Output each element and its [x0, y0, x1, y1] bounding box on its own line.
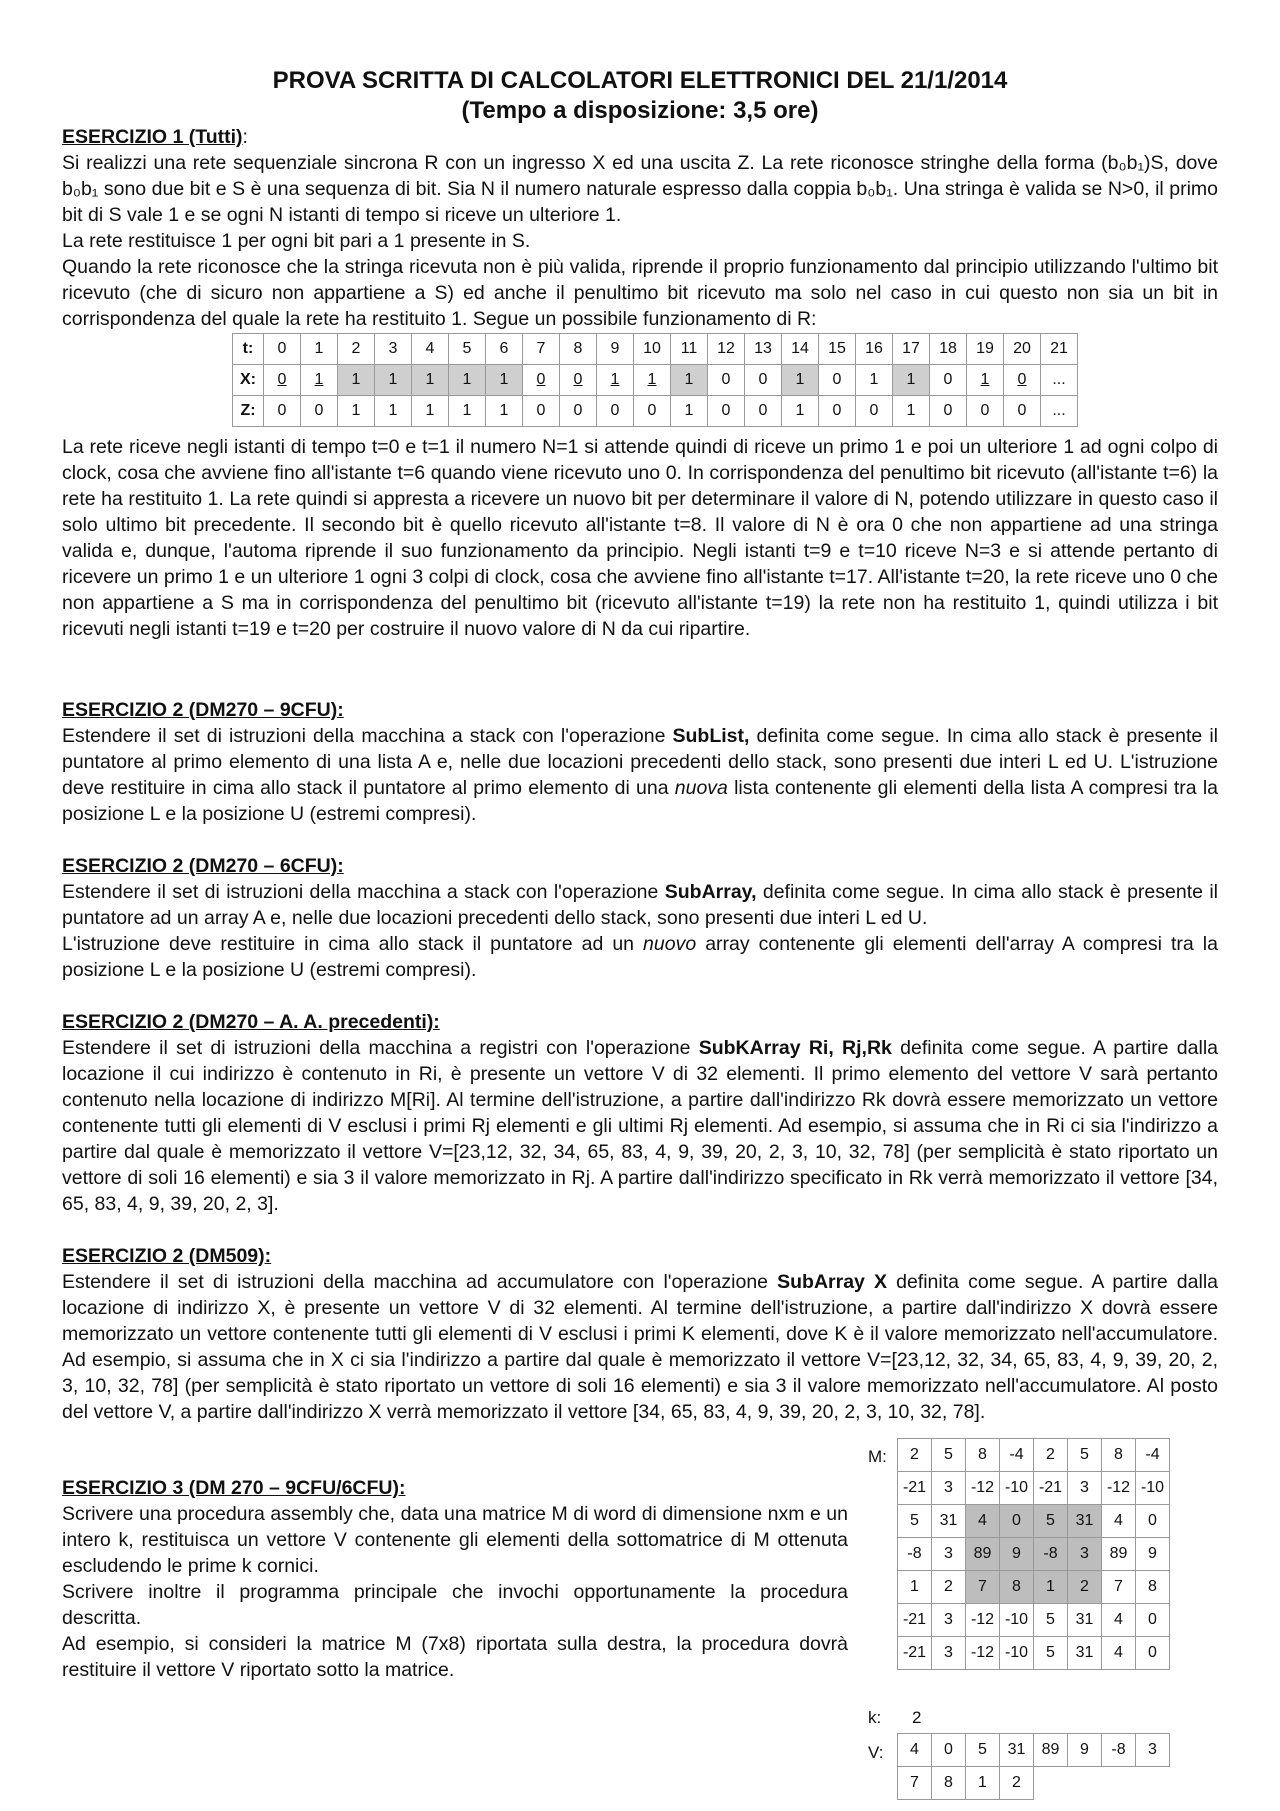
matrix-cell: -12	[966, 1472, 1000, 1505]
exercise-1-text: ESERCIZIO 1 (Tutti): Si realizzi una rete sequenziale sincrona R con un ingresso X ed una uscita Z. La rete riconosce stringhe della forma (b₀b₁)S, dove b₀b₁ sono due bit e S è una sequenza di bit. Sia N il numero naturale espresso dalla coppia b₀b₁. Una stringa è valida se N>0, il primo bit di S vale 1 e se ogni N istanti di tempo si riceve un ulteriore 1. La rete restituisce 1 per ogni bit pari a 1 presente in S. Quando la rete riconosce che la stringa ricevuta non è più valida, riprende il proprio funzionamento dal principio utilizzando l'ultimo bit ricevuto (che di sicuro non appartiene a S) ed anche il penultimo bit ricevuto ma solo nel caso in cui questo non sia un bit in corrispondenza del quale la rete ha restituito 1. Segue un possibile funzionamento di R:	[62, 126, 1218, 330]
text-run: L'istruzione deve restituire in cima allo stack il puntatore ad un	[62, 933, 644, 955]
t-cell: 6	[486, 334, 523, 365]
matrix-row	[898, 1637, 1170, 1670]
matrix-cell: 0	[1136, 1604, 1170, 1637]
matrix-cell: -10	[1000, 1472, 1034, 1505]
vector-cell: 2	[1000, 1767, 1034, 1800]
matrix-cell: -8	[898, 1538, 932, 1571]
x-cell: 0	[708, 365, 745, 396]
t-cell: 2	[338, 334, 375, 365]
matrix-cell: -4	[1000, 1439, 1034, 1472]
k-label: k:	[868, 1708, 882, 1727]
matrix-row	[898, 1505, 1170, 1538]
t-cell: 15	[819, 334, 856, 365]
z-cell: 1	[375, 396, 412, 427]
z-cell: 1	[893, 396, 930, 427]
text-run: lista contenente gli elementi della lista A compresi tra la posizione L e la posizione U (estremi compresi).	[62, 777, 1219, 825]
x-cell: 1	[967, 365, 1004, 396]
x-cell: 1	[375, 365, 412, 396]
matrix-cell: 5	[932, 1439, 966, 1472]
z-cell: 1	[486, 396, 523, 427]
z-cell: ...	[1041, 396, 1078, 427]
x-row-label: X:	[233, 365, 264, 396]
matrix-cell: -10	[1136, 1472, 1170, 1505]
vector-cell: 1	[966, 1767, 1000, 1800]
matrix-cell: 1	[898, 1571, 932, 1604]
exercise-3	[62, 1475, 848, 1683]
matrix-row	[898, 1604, 1170, 1637]
x-cell: 1	[782, 365, 819, 396]
z-cell: 1	[338, 396, 375, 427]
emphasis: nuova	[674, 777, 728, 799]
exercise-1-paragraph-3: Quando la rete riconosce che la stringa ricevuta non è più valida, riprende il proprio funzionamento dal principio utilizzando l'ultimo bit ricevuto (che di sicuro non appartiene a S) ed anche il penultimo bit ricevuto ma solo nel caso in cui questo non sia un bit in corrispondenza del quale la rete ha restituito 1. Segue un possibile funzionamento di R:	[62, 256, 1218, 330]
matrix-cell: 8	[1102, 1439, 1136, 1472]
t-cell: 4	[412, 334, 449, 365]
text-run: definita come segue. In cima allo stack è presente il puntatore ad un array A e, nelle due locazioni precedenti dello stack, sono presenti due interi L ed U.	[62, 881, 1218, 929]
x-cell: 0	[745, 365, 782, 396]
t-cell: 17	[893, 334, 930, 365]
z-cell: 0	[597, 396, 634, 427]
matrix-cell: -12	[966, 1637, 1000, 1670]
x-cell: 0	[560, 365, 597, 396]
matrix-cell: -4	[1136, 1439, 1170, 1472]
exercise-2-dm509-heading: ESERCIZIO 2 (DM509):	[62, 1245, 272, 1267]
matrix-cell: 5	[1034, 1505, 1068, 1538]
z-cell: 0	[708, 396, 745, 427]
exercise-2-dm509	[62, 1243, 1218, 1425]
matrix-cell: 31	[1068, 1604, 1102, 1637]
t-cell: 11	[671, 334, 708, 365]
matrix-cell: 4	[1102, 1505, 1136, 1538]
exercise-3-paragraph-2: Scrivere inoltre il programma principale che invochi opportunamente la procedura descritta.	[62, 1581, 848, 1629]
t-cell: 16	[856, 334, 893, 365]
matrix-cell: 31	[1068, 1637, 1102, 1670]
matrix-cell: 3	[932, 1538, 966, 1571]
exercise-1-explanation	[62, 434, 1218, 642]
matrix-row	[898, 1472, 1170, 1505]
z-cell: 0	[1004, 396, 1041, 427]
vector-cell: 89	[1034, 1734, 1068, 1767]
matrix-cell: 89	[966, 1538, 1000, 1571]
matrix-row	[898, 1538, 1170, 1571]
matrix-row	[898, 1571, 1170, 1604]
matrix-cell: 9	[1000, 1538, 1034, 1571]
page-title: PROVA SCRITTA DI CALCOLATORI ELETTRONICI DEL 21/1/2014	[272, 67, 1008, 94]
x-cell: 1	[301, 365, 338, 396]
exercise-2-previous-heading: ESERCIZIO 2 (DM270 – A. A. precedenti):	[62, 1011, 440, 1033]
x-cell: 0	[264, 365, 301, 396]
t-row-label: t:	[233, 334, 264, 365]
matrix-cell: 3	[932, 1604, 966, 1637]
vector-label: V:	[868, 1743, 884, 1762]
z-cell: 0	[856, 396, 893, 427]
matrix-cell: 5	[1068, 1439, 1102, 1472]
matrix-cell: 4	[1102, 1604, 1136, 1637]
exercise-3-paragraph-1: Scrivere una procedura assembly che, data una matrice M di word di dimensione nxm e un intero k, restituisca un vettore V contenente gli elementi della sottomatrice di M ottenuta escludendo le prime k cornici.	[62, 1503, 848, 1577]
exercise-2-previous-years	[62, 1009, 1218, 1217]
vector-cell: 7	[898, 1767, 932, 1800]
z-cell: 0	[930, 396, 967, 427]
x-cell: ...	[1041, 365, 1078, 396]
matrix-cell: 3	[932, 1637, 966, 1670]
x-cell: 1	[338, 365, 375, 396]
t-cell: 5	[449, 334, 486, 365]
matrix-table	[897, 1438, 1170, 1670]
x-cell: 1	[893, 365, 930, 396]
vector-cell: 4	[898, 1734, 932, 1767]
matrix-cell: 1	[1034, 1571, 1068, 1604]
matrix-cell: 2	[898, 1439, 932, 1472]
text-run: definita come segue. A partire dalla locazione il cui indirizzo è contenuto in Ri, è presente un vettore V di 32 elementi. Il primo elemento del vettore V sarà pertanto contenuto nella locazione di indirizzo M[Ri]. Al termine dell'istruzione, a partire dall'indirizzo Rk dovrà essere memorizzato un vettore contenente tutti gli elementi di V esclusi i primi Rj elementi e gli ultimi Rj elementi. Ad esempio, si assuma che in Ri ci sia l'indirizzo a partire dal quale è memorizzato il vettore V=[23,12, 32, 34, 65, 83, 4, 9, 39, 20, 2, 3, 10, 32, 78] (per semplicità è stato riportato un vettore di soli 16 elementi) e sia 3 il valore memorizzato in Rj. A partire dall'indirizzo specificato in Rk verrà memorizzato il vettore [34, 65, 83, 4, 9, 39, 20, 2, 3].	[62, 1037, 1218, 1215]
z-cell: 0	[745, 396, 782, 427]
exercise-1-paragraph-1: Si realizzi una rete sequenziale sincrona R con un ingresso X ed una uscita Z. La rete riconosce stringhe della forma (b₀b₁)S, dove b₀b₁ sono due bit e S è una sequenza di bit. Sia N il numero naturale espresso dalla coppia b₀b₁. Una stringa è valida se N>0, il primo bit di S vale 1 e se ogni N istanti di tempo si riceve un ulteriore 1.	[62, 152, 1218, 226]
matrix-cell: 8	[1136, 1571, 1170, 1604]
exercise-2-6cfu-heading: ESERCIZIO 2 (DM270 – 6CFU):	[62, 855, 344, 877]
matrix-cell: 0	[1000, 1505, 1034, 1538]
t-cell: 10	[634, 334, 671, 365]
z-cell: 0	[264, 396, 301, 427]
x-cell: 1	[634, 365, 671, 396]
emphasis: nuovo	[643, 933, 697, 955]
matrix-cell: 31	[1068, 1505, 1102, 1538]
text-run: definita come segue. In cima allo stack è presente il puntatore al primo elemento di una lista A e, nelle due locazioni precedenti dello stack, sono presenti due interi L ed U. L'istruzione deve restituire in cima allo stack il puntatore al primo elemento di una	[62, 725, 1218, 799]
x-cell: 0	[819, 365, 856, 396]
vector-cell: 3	[1136, 1734, 1170, 1767]
x-cell: 0	[930, 365, 967, 396]
matrix-row	[898, 1439, 1170, 1472]
z-cell: 0	[819, 396, 856, 427]
t-cell: 19	[967, 334, 1004, 365]
z-cell: 0	[301, 396, 338, 427]
z-row-label: Z:	[233, 396, 264, 427]
page-subtitle: (Tempo a disposizione: 3,5 ore)	[461, 97, 819, 124]
matrix-cell: 4	[966, 1505, 1000, 1538]
x-cell: 1	[486, 365, 523, 396]
matrix-cell: -10	[1000, 1637, 1034, 1670]
matrix-cell: 8	[966, 1439, 1000, 1472]
matrix-cell: 9	[1136, 1538, 1170, 1571]
text-run: Estendere il set di istruzioni della macchina a stack con l'operazione	[62, 725, 673, 747]
t-cell: 8	[560, 334, 597, 365]
matrix-label: M:	[868, 1447, 887, 1466]
vector-cell: 31	[1000, 1734, 1034, 1767]
x-cell: 1	[671, 365, 708, 396]
x-cell: 0	[523, 365, 560, 396]
matrix-cell: -12	[966, 1604, 1000, 1637]
vector-cell: 0	[932, 1734, 966, 1767]
z-cell: 0	[560, 396, 597, 427]
k-value: 2	[912, 1708, 922, 1727]
matrix-cell: -21	[898, 1472, 932, 1505]
x-cell: 0	[1004, 365, 1041, 396]
matrix-cell: 2	[1068, 1571, 1102, 1604]
text-run: array contenente gli elementi dell'array A compresi tra la posizione L e la posizione U (estremi compresi).	[62, 933, 1218, 981]
exercise-2-9cfu-heading: ESERCIZIO 2 (DM270 – 9CFU):	[62, 699, 344, 721]
matrix-cell: 0	[1136, 1505, 1170, 1538]
x-cell: 1	[597, 365, 634, 396]
instruction-name: SubArray,	[664, 881, 757, 903]
instruction-name: SubArray X	[777, 1271, 887, 1293]
matrix-cell: -21	[1034, 1472, 1068, 1505]
matrix-cell: 4	[1102, 1637, 1136, 1670]
t-cell: 12	[708, 334, 745, 365]
x-cell: 1	[856, 365, 893, 396]
z-cell: 1	[412, 396, 449, 427]
matrix-cell: 3	[1068, 1538, 1102, 1571]
matrix-cell: 3	[932, 1472, 966, 1505]
t-cell: 7	[523, 334, 560, 365]
matrix-cell: 31	[932, 1505, 966, 1538]
text-run: Estendere il set di istruzioni della macchina a stack con l'operazione	[62, 881, 665, 903]
matrix-cell: 5	[1034, 1637, 1068, 1670]
vector-cell: -8	[1102, 1734, 1136, 1767]
text-run: Estendere il set di istruzioni della macchina a registri con l'operazione	[62, 1037, 699, 1059]
vector-cell: 9	[1068, 1734, 1102, 1767]
matrix-cell: 0	[1136, 1637, 1170, 1670]
t-cell: 20	[1004, 334, 1041, 365]
z-cell: 1	[782, 396, 819, 427]
t-cell: 3	[375, 334, 412, 365]
exercise-2-9cfu	[62, 697, 1218, 827]
matrix-cell: -10	[1000, 1604, 1034, 1637]
exercise-1-paragraph-2: La rete restituisce 1 per ogni bit pari a 1 presente in S.	[62, 230, 531, 252]
t-cell: 9	[597, 334, 634, 365]
exercise-1-paragraph-4: La rete riceve negli istanti di tempo t=0 e t=1 il numero N=1 si attende quindi di riceve un primo 1 e poi un ulteriore 1 ad ogni colpo di clock, cosa che avviene fino all'istante t=6 quando viene ricevuto uno 0. In corrispondenza del penultimo bit ricevuto (all'istante t=6) la rete ha restituito 1. La rete quindi si appresta a ricevere un nuovo bit per determinare il valore di N, potendo utilizzare in questo caso il solo ultimo bit precedente. Il secondo bit è quello ricevuto all'istante t=8. Il valore di N è ora 0 che non appartiene ad una stringa valida e, dunque, l'automa riprende il suo funzionamento da principio. Negli istanti t=9 e t=10 riceve N=3 e si attende pertanto di ricevere un primo 1 e un ulteriore 1 ogni 3 colpi di clock, cosa che avviene fino all'istante t=17. All'istante t=20, la rete riceve uno 0 che non appartiene a S ma in corrispondenza del penultimo bit (ricevuto all'istante t=19) la rete non ha restituito 1, quindi utilizza i bit ricevuti negli istanti t=19 e t=20 per costruire il nuovo valore di N da cui ripartire.	[62, 436, 1218, 640]
t-cell: 18	[930, 334, 967, 365]
exercise-2-6cfu	[62, 853, 1218, 983]
z-cell: 1	[449, 396, 486, 427]
matrix-cell: 2	[1034, 1439, 1068, 1472]
exercise-3-paragraph-3: Ad esempio, si consideri la matrice M (7x8) riportata sulla destra, la procedura dovrà restituire il vettore V riportato sotto la matrice.	[62, 1633, 848, 1681]
vector-table	[897, 1733, 1170, 1800]
matrix-cell: 7	[966, 1571, 1000, 1604]
z-cell: 0	[634, 396, 671, 427]
x-cell: 1	[412, 365, 449, 396]
matrix-cell: 5	[1034, 1604, 1068, 1637]
exercise-1-heading: ESERCIZIO 1 (Tutti)	[62, 126, 243, 148]
t-cell: 21	[1041, 334, 1078, 365]
instruction-name: SubKArray Ri, Rj,Rk	[698, 1037, 892, 1059]
z-cell: 0	[967, 396, 1004, 427]
matrix-cell: 3	[1068, 1472, 1102, 1505]
text-run: Estendere il set di istruzioni della macchina ad accumulatore con l'operazione	[62, 1271, 778, 1293]
x-cell: 1	[449, 365, 486, 396]
z-cell: 1	[671, 396, 708, 427]
instruction-name: SubList,	[672, 725, 750, 747]
text-run: definita come segue. A partire dalla locazione di indirizzo X, è presente un vettore V di 32 elementi. Al termine dell'istruzione, a partire dall'indirizzo X dovrà essere memorizzato un vettore contenente tutti gli elementi di V esclusi i primi K elementi, dove K è il valore memorizzato nell'accumulatore. Ad esempio, si assuma che in X ci sia l'indirizzo a partire dal quale è memorizzato il vettore V=[23,12, 32, 34, 65, 83, 4, 9, 39, 20, 2, 3, 10, 32, 78] (per semplicità è stato riportato un vettore di soli 16 elementi) e sia 3 il valore memorizzato nell'accumulatore. Al posto del vettore V, a partire dall'indirizzo X verrà memorizzato il vettore [34, 65, 83, 4, 9, 39, 20, 2, 3, 10, 32, 78].	[62, 1271, 1218, 1423]
vector-cell: 5	[966, 1734, 1000, 1767]
matrix-cell: -21	[898, 1604, 932, 1637]
matrix-cell: -21	[898, 1637, 932, 1670]
timing-table	[232, 333, 1078, 427]
vector-cell: 8	[932, 1767, 966, 1800]
exercise-3-heading: ESERCIZIO 3 (DM 270 – 9CFU/6CFU):	[62, 1477, 406, 1499]
t-cell: 14	[782, 334, 819, 365]
matrix-cell: 2	[932, 1571, 966, 1604]
matrix-cell: 8	[1000, 1571, 1034, 1604]
matrix-cell: 7	[1102, 1571, 1136, 1604]
t-cell: 1	[301, 334, 338, 365]
matrix-cell: -8	[1034, 1538, 1068, 1571]
z-cell: 0	[523, 396, 560, 427]
matrix-cell: -12	[1102, 1472, 1136, 1505]
t-cell: 13	[745, 334, 782, 365]
matrix-cell: 89	[1102, 1538, 1136, 1571]
t-cell: 0	[264, 334, 301, 365]
matrix-cell: 5	[898, 1505, 932, 1538]
